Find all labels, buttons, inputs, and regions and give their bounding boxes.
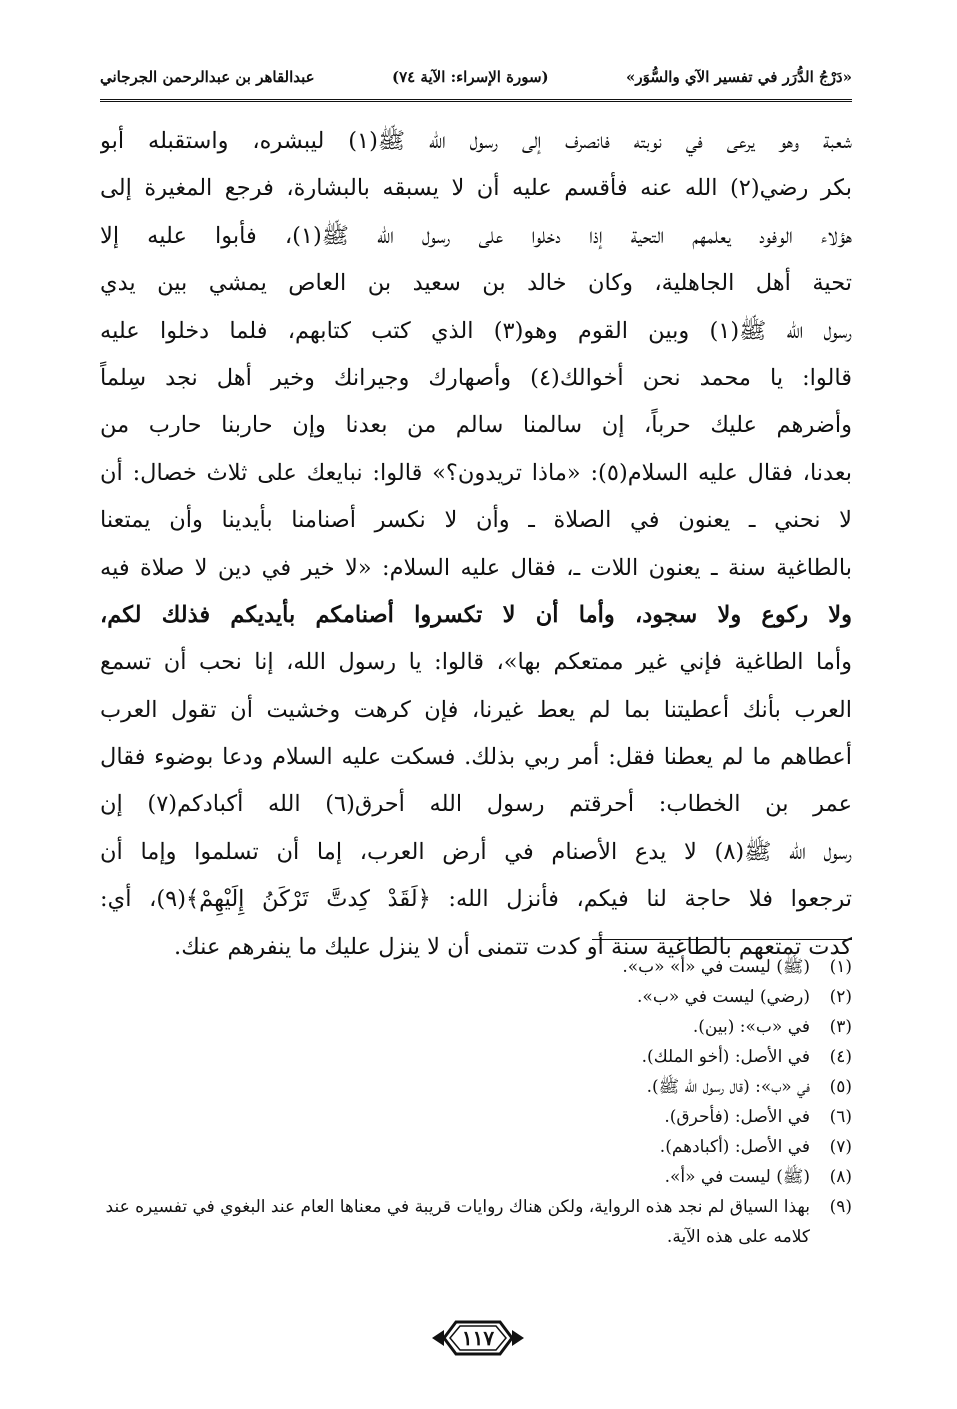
- footnote-text: بهذا السياق لم نجد هذه الرواية، ولكن هناك روايات قريبة في معناها العام عند البغوي في تفسيره عند كلامه على هذه الآية.: [105, 1197, 810, 1247]
- text-line: كدت تمتعهم بالطاغية سنة أو كدت تتمنى أن لا ينزل عليك ما ينفرهم عنك.: [174, 933, 852, 960]
- text-line: بالطاغية سنة ـ يعنون اللات ـ، فقال عليه السلام: «لا خير في دين لا صلاة فيه: [100, 554, 852, 581]
- text-line: تحية أهل الجاهلية، وكان خالد بن سعيد بن العاص يمشي بين يدي: [100, 270, 852, 297]
- footnote: [100, 982, 852, 1012]
- footnote-number: (٣): [829, 1017, 852, 1037]
- footnote-text: (رضي) ليست في «ب».: [637, 987, 810, 1007]
- text-line: هؤلاء الوفود يعلمهم التحية إذا دخلوا على رسول الله ﷺ(١)، فأبوا عليه إلا: [100, 222, 852, 249]
- text-line: وأضرهم عليك حرباً، إن سالمنا سالم من بعدنا وإن حاربنا حارب من: [100, 412, 852, 439]
- text-line: ترجعوا فلا حاجة لنا فيكم، فأنزل الله: ﴿لَقَدْ كِدتَّ تَرْكَنُ إِلَيْهِمْ﴾(٩)، أي:: [100, 886, 852, 913]
- footnote-text: في الأصل: (أخو الملك).: [641, 1047, 810, 1067]
- footnote: [100, 1192, 852, 1252]
- header-book-title: «دَرْجُ الدُّرَر في تفسير الآي والسُّوَر»: [625, 68, 852, 86]
- footnote-number: (٧): [829, 1137, 852, 1157]
- text-line: بعدنا، فقال عليه السلام(٥): «ماذا تريدون؟» قالوا: نبايعك على ثلاث خصال: أن: [100, 459, 852, 486]
- footnote: [100, 1072, 852, 1102]
- footnote: [100, 1102, 852, 1132]
- footnote-text: في «ب»: (قال رسول الله ﷺ).: [646, 1077, 810, 1097]
- text-line-hadith: ولا ركوع ولا سجود، وأما أن لا تكسروا أصنامكم بأيديكم فذلك لكم،: [100, 601, 852, 628]
- footnote: [100, 952, 852, 982]
- footnote-number: (٥): [829, 1077, 852, 1097]
- footnote-number: (٢): [829, 987, 852, 1007]
- footnotes: [100, 952, 852, 1252]
- footnote: [100, 1042, 852, 1072]
- text-line: أعطاهم ما لم يعطنا فقل: أمر ربي بذلك. فسكت عليه السلام ودعا بوضوء فقال: [100, 744, 852, 771]
- footnote: [100, 1162, 852, 1192]
- main-text: [100, 118, 852, 971]
- footnote-text: (ﷺ) ليست في «أ» «ب».: [622, 957, 810, 977]
- text-line: رسول الله ﷺ(١) وبين القوم وهو(٣) الذي كتب كتابهم، فلما دخلوا عليه: [100, 317, 852, 344]
- page-number-ornament: [430, 1316, 526, 1360]
- text-line: رسول الله ﷺ(٨) لا يدع الأصنام في أرض العرب، إما أن تسلموا وإما أن: [100, 838, 852, 865]
- footnote: [100, 1132, 852, 1162]
- footnote-separator: [592, 939, 852, 940]
- footnote-number: (١): [829, 957, 852, 977]
- footnote-text: في «ب»: (بين).: [692, 1017, 810, 1037]
- text-line: لا نحني ـ يعنون في الصلاة ـ وأن لا نكسر أصنامنا بأيدينا وأن يمتعنا: [100, 507, 852, 534]
- footnote-number: (٦): [829, 1107, 852, 1127]
- footnote: [100, 1012, 852, 1042]
- footnote-number: (٤): [829, 1047, 852, 1067]
- running-header: [100, 62, 852, 92]
- header-author: عبدالقاهر بن عبدالرحمن الجرجاني: [100, 68, 315, 86]
- footnote-number: (٨): [829, 1167, 852, 1187]
- text-line: وأما الطاغية فإني غير ممتعكم بها»، قالوا: يا رسول الله، إنا نحب أن تسمع: [100, 649, 852, 676]
- footnote-number: (٩): [829, 1197, 852, 1217]
- header-surah-info: (سورة الإسراء: الآية ٧٤): [391, 68, 549, 86]
- footnote-text: في الأصل: (أكبادهم).: [659, 1137, 810, 1157]
- footnote-text: (ﷺ) ليست في «أ».: [664, 1167, 810, 1187]
- text-line: عمر بن الخطاب: أحرقتم رسول الله أحرق(٦) الله أكبادكم(٧) إن: [100, 791, 852, 818]
- header-rule: [100, 99, 852, 102]
- text-line: بكر رضي(٢) الله عنه فأقسم عليه أن لا يسبقه بالبشارة، فرجع المغيرة إلى: [100, 175, 852, 202]
- text-line: شعبة وهو يرعى في نوبته فانصرف إلى رسول الله ﷺ(١) ليبشره، واستقبله أبو: [100, 128, 852, 154]
- text-line: العرب بأنك أعطيتنا بما لم يعط غيرنا، فإن كرهت وخشيت أن تقول العرب: [100, 696, 852, 723]
- text-line: قالوا: يا محمد نحن أخوالك(٤) وأصهارك وجيرانك وخير أهل نجد سِلماً: [100, 364, 852, 391]
- footnote-text: في الأصل: (فأحرق).: [664, 1107, 810, 1127]
- page-number: ١١٧: [461, 1326, 495, 1350]
